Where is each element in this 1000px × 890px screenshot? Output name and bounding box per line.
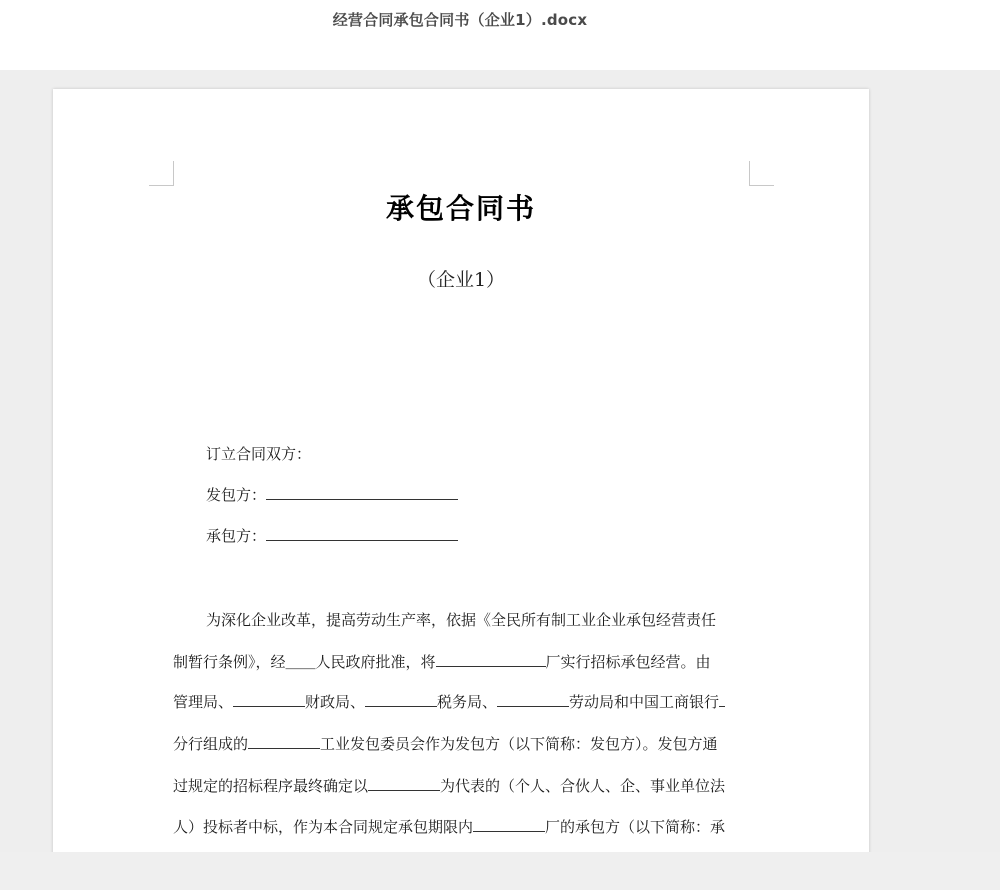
blank bbox=[233, 692, 305, 707]
margin-corner-top-left bbox=[149, 161, 174, 186]
party-b-blank bbox=[266, 526, 458, 541]
body-line-3: 管理局、 财政局、 税务局、 劳动局和中国工商银行 bbox=[173, 691, 749, 712]
bottom-bar bbox=[0, 852, 1000, 890]
blank bbox=[436, 652, 546, 667]
party-b-line bbox=[206, 525, 458, 546]
party-a-line bbox=[206, 484, 458, 505]
body-line-1: 为深化企业改革，提高劳动生产率，依据《全民所有制工业企业承包经营责任 bbox=[206, 611, 717, 629]
blank bbox=[497, 692, 569, 707]
party-b-label: 承包方： bbox=[206, 527, 267, 545]
parties-intro: 订立合同双方： bbox=[206, 445, 312, 463]
body-line-2: 制暂行条例》，经＿＿人民政府批准，将 厂实行招标承包经营。由 bbox=[173, 653, 711, 671]
blank bbox=[473, 817, 545, 832]
party-a-blank bbox=[266, 485, 458, 500]
title-bar bbox=[0, 0, 1000, 70]
body-line-5: 过规定的招标程序最终确定以 为代表的（个人、合伙人、企、事业单位法 bbox=[173, 777, 726, 795]
blank bbox=[719, 692, 725, 707]
body-line-4: 分行组成的 工业发包委员会作为发包方（以下简称：发包方）。发包方通 bbox=[173, 735, 718, 753]
margin-corner-top-right bbox=[749, 161, 774, 186]
body-line-6: 人）投标者中标，作为本合同规定承包期限内 厂的承包方（以下简称：承 bbox=[173, 818, 726, 836]
document-page bbox=[53, 89, 869, 852]
blank bbox=[248, 734, 320, 749]
blank bbox=[365, 692, 437, 707]
document-subheading: （企业1） bbox=[416, 269, 506, 291]
document-heading: 承包合同书 bbox=[385, 192, 536, 225]
document-viewer[interactable] bbox=[0, 70, 1000, 852]
document-title: 经营合同承包合同书（企业1）.docx bbox=[332, 11, 588, 29]
party-a-label: 发包方： bbox=[206, 486, 267, 504]
blank bbox=[368, 776, 440, 791]
